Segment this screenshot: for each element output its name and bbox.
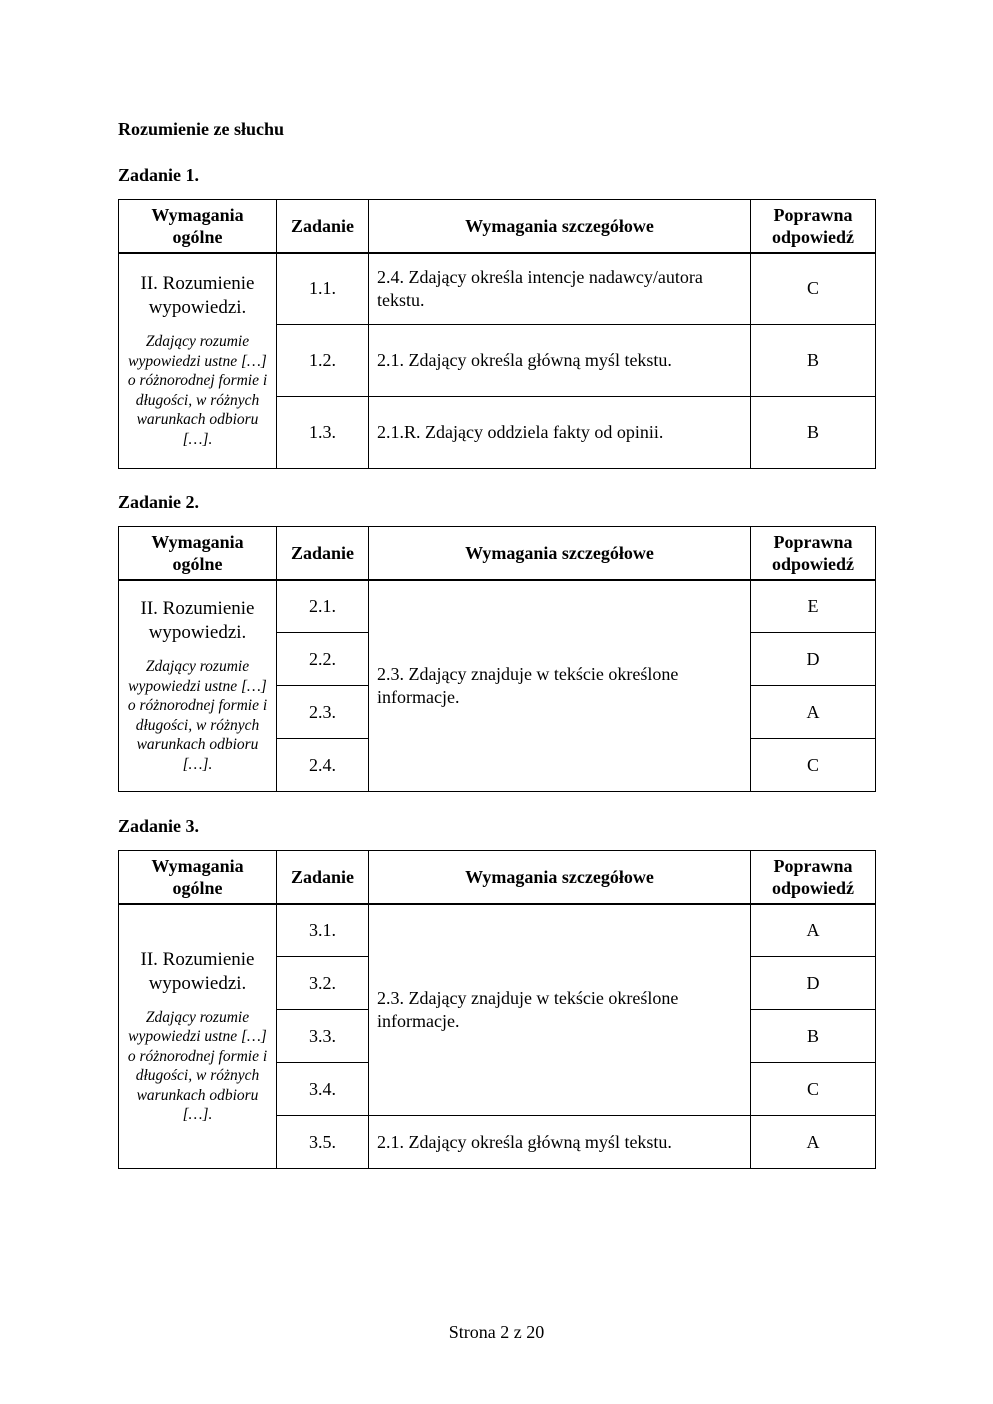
answer: B — [751, 1010, 876, 1063]
detailed-requirement: 2.1.R. Zdający oddziela fakty od opinii. — [369, 397, 751, 469]
header-general: Wymagania ogólne — [119, 851, 277, 904]
answer: E — [751, 580, 876, 633]
detailed-requirement: 2.3. Zdający znajduje w tekście określone informacje. — [369, 904, 751, 1116]
task-3-heading: Zadanie 3. — [118, 816, 200, 836]
task-number: 2.4. — [277, 739, 369, 792]
header-task: Zadanie — [277, 527, 369, 580]
requirement-note: Zdający rozumie wypowiedzi ustne […] o różnorodnej formie i długości, w różnych warunkach odbioru […]. — [127, 1008, 268, 1124]
answer: A — [751, 904, 876, 957]
table-header-row — [119, 851, 876, 904]
task-number: 3.4. — [277, 1063, 369, 1116]
task-number: 2.3. — [277, 686, 369, 739]
detailed-requirement: 2.1. Zdający określa główną myśl tekstu. — [369, 325, 751, 397]
header-task: Zadanie — [277, 200, 369, 253]
page-number: Strona 2 z 20 — [448, 1322, 545, 1342]
general-requirement-cell — [119, 253, 277, 469]
table-row — [119, 253, 876, 325]
task-3-table — [118, 850, 876, 1169]
task-2-heading: Zadanie 2. — [118, 492, 200, 512]
task-number: 3.1. — [277, 904, 369, 957]
section-title: Rozumienie ze słuchu — [118, 119, 284, 139]
task-1-table — [118, 199, 876, 469]
answer: C — [751, 739, 876, 792]
table-header-row — [119, 527, 876, 580]
table-row — [119, 580, 876, 633]
answer: A — [751, 1116, 876, 1169]
requirement-note: Zdający rozumie wypowiedzi ustne […] o różnorodnej formie i długości, w różnych warunkach odbioru […]. — [127, 658, 268, 773]
header-general: Wymagania ogólne — [119, 527, 277, 580]
task-number: 2.1. — [277, 580, 369, 633]
task-1-heading: Zadanie 1. — [118, 165, 200, 185]
answer: B — [751, 325, 876, 397]
answer: C — [751, 1063, 876, 1116]
header-answer: Poprawna odpowiedź — [751, 527, 876, 580]
task-number: 3.5. — [277, 1116, 369, 1169]
task-number: 1.1. — [277, 253, 369, 325]
answer: D — [751, 957, 876, 1010]
requirement-note: Zdający rozumie wypowiedzi ustne […] o różnorodnej formie i długości, w różnych warunkach odbioru […]. — [127, 333, 268, 448]
answer: B — [751, 397, 876, 469]
requirement-title: II. Rozumienie wypowiedzi. — [140, 948, 255, 994]
detailed-requirement: 2.4. Zdający określa intencje nadawcy/autora tekstu. — [369, 253, 751, 325]
requirement-title: II. Rozumienie wypowiedzi. — [140, 598, 255, 644]
header-detailed: Wymagania szczegółowe — [369, 527, 751, 580]
answer: A — [751, 686, 876, 739]
task-number: 1.2. — [277, 325, 369, 397]
header-detailed: Wymagania szczegółowe — [369, 851, 751, 904]
header-detailed: Wymagania szczegółowe — [369, 200, 751, 253]
header-answer: Poprawna odpowiedź — [751, 200, 876, 253]
header-task: Zadanie — [277, 851, 369, 904]
general-requirement-cell — [119, 904, 277, 1169]
requirement-title: II. Rozumienie wypowiedzi. — [140, 273, 255, 319]
task-number: 1.3. — [277, 397, 369, 469]
table-row — [119, 904, 876, 957]
detailed-requirement: 2.3. Zdający znajduje w tekście określone informacje. — [369, 580, 751, 792]
detailed-requirement: 2.1. Zdający określa główną myśl tekstu. — [369, 1116, 751, 1169]
task-number: 3.2. — [277, 957, 369, 1010]
header-general: Wymagania ogólne — [119, 200, 277, 253]
header-answer: Poprawna odpowiedź — [751, 851, 876, 904]
general-requirement-cell — [119, 580, 277, 792]
task-number: 3.3. — [277, 1010, 369, 1063]
task-number: 2.2. — [277, 633, 369, 686]
answer: D — [751, 633, 876, 686]
answer: C — [751, 253, 876, 325]
table-header-row — [119, 200, 876, 253]
task-2-table — [118, 526, 876, 792]
